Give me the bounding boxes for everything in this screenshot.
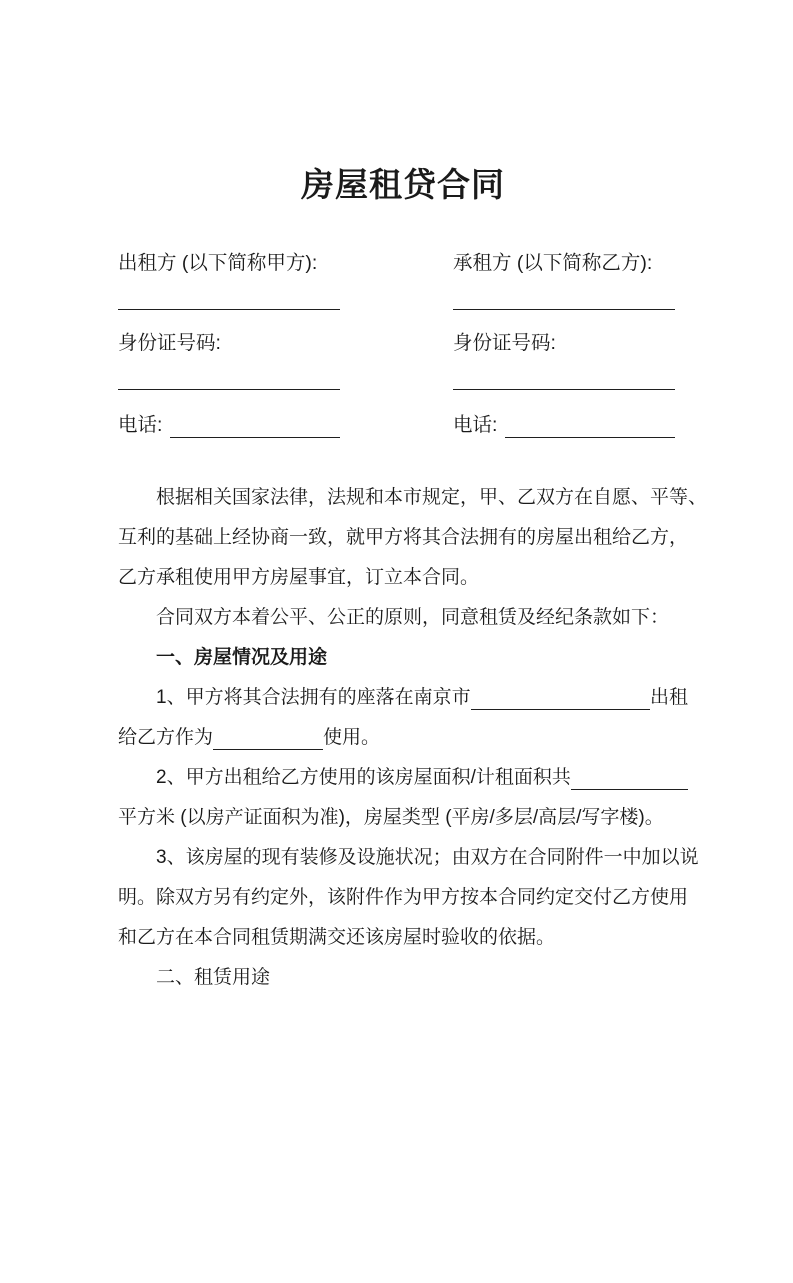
document-title: 房屋租贷合同 [301,166,505,203]
item2-line-2: 平方米 (以房产证面积为准)，房屋类型 (平房/多层/高层/写字楼)。 [118,807,664,828]
intro-line-1: 根据相关国家法律，法规和本市规定，甲、乙双方在自愿、平等、 [156,487,708,508]
item1-line-2 [118,718,688,758]
lessee-id-label: 身份证号码: [453,332,556,354]
lessee-name-blank [453,276,675,310]
lessor-phone-label: 电话: [118,414,163,436]
lessor-id-blank [118,356,340,390]
item1-address-blank [471,709,650,710]
item2-area-blank [571,789,688,790]
intro-line-2: 互利的基础上经协商一致，就甲方将其合法拥有的房屋出租给乙方， [118,527,689,548]
item1-line2-suffix: 使用。 [323,727,381,748]
item1-prefix: 1、甲方将其合法拥有的座落在南京市 [156,687,471,708]
item2-prefix: 2、甲方出租给乙方使用的该房屋面积/计租面积共 [156,767,571,788]
lessee-phone-blank [505,414,675,438]
item3-line-2: 明。除双方另有约定外，该附件作为甲方按本合同约定交付乙方使用 [118,887,689,908]
item1-line2-prefix: 给乙方作为 [118,727,214,748]
intro-line-3: 乙方承租使用甲方房屋事宜，订立本合同。 [118,567,480,588]
lessor-column [118,250,340,438]
contract-body [118,478,708,998]
lessor-name-blank [118,276,340,310]
item1-usage-blank [213,749,323,750]
lessor-id-label: 身份证号码: [118,332,221,354]
lessee-id-blank [453,356,675,390]
section1-heading: 一、房屋情况及用途 [156,647,328,668]
item2-line-1 [118,758,688,798]
item1-line-1 [118,678,688,718]
lessor-phone-blank [170,414,340,438]
lessor-label: 出租方 (以下简称甲方): [118,252,318,274]
lessee-column [453,250,675,438]
section2-heading: 二、租赁用途 [156,967,271,988]
parties-section [118,250,688,438]
lessee-phone-label: 电话: [453,414,498,436]
contract-page [0,162,793,1283]
lessor-phone-row [118,412,340,438]
lessee-label: 承租方 (以下简称乙方): [453,252,653,274]
item3-line-3: 和乙方在本合同租赁期满交还该房屋时验收的依据。 [118,927,556,948]
lessee-phone-row [453,412,675,438]
item1-suffix: 出租 [649,687,688,708]
principle-line: 合同双方本着公平、公正的原则，同意租赁及经纪条款如下： [156,607,670,628]
item3-line-1: 3、该房屋的现有装修及设施状况；由双方在合同附件一中加以说 [156,847,699,868]
